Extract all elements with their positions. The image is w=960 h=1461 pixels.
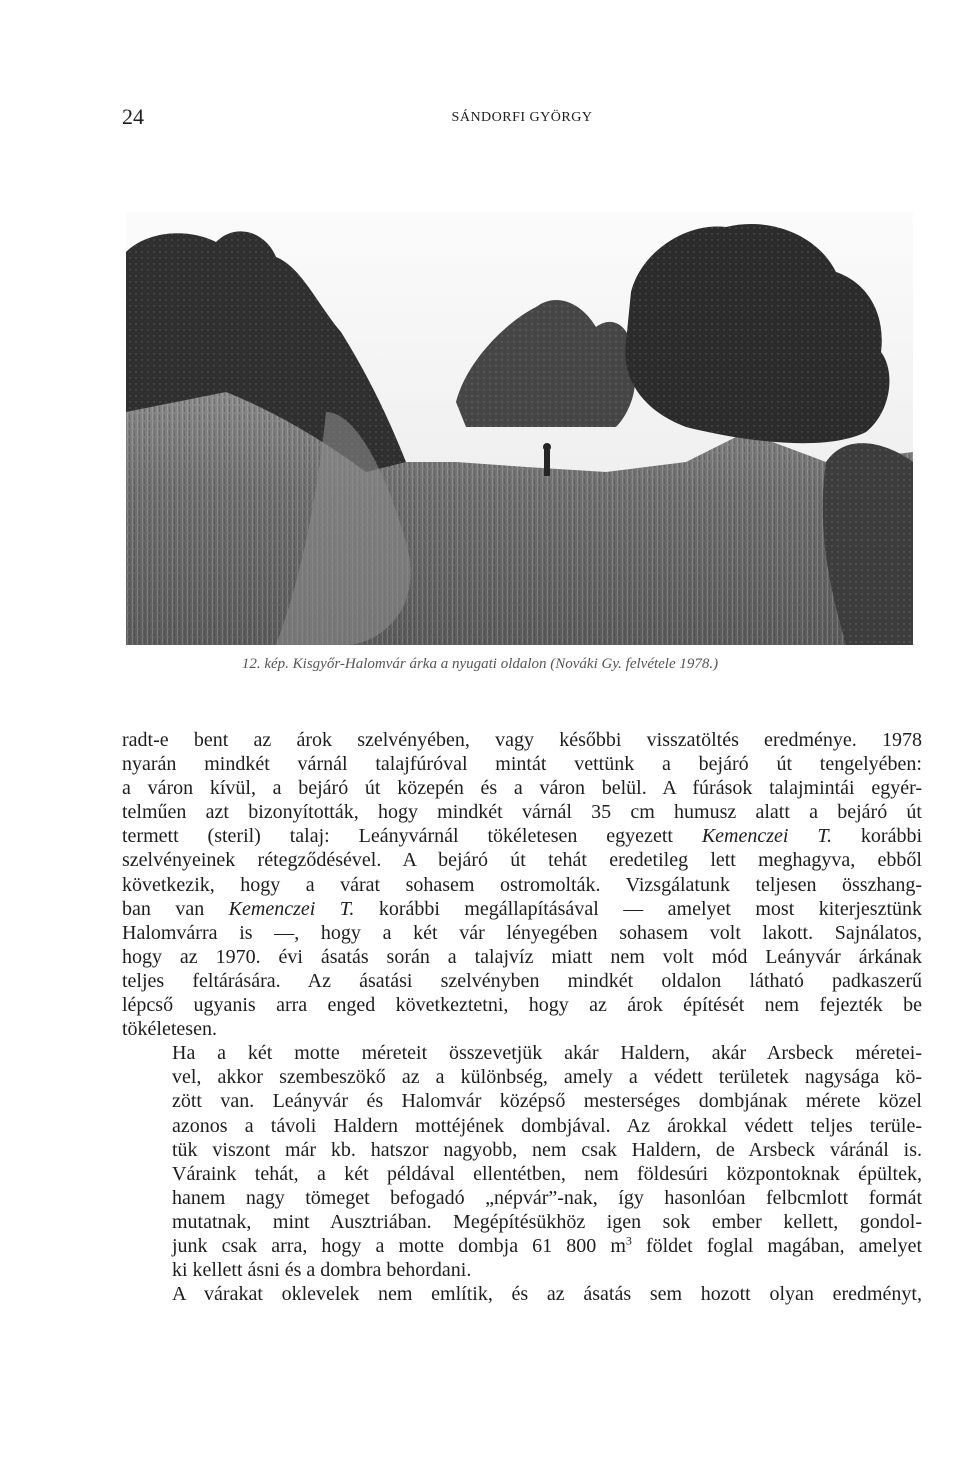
- body-text: [122, 728, 922, 1306]
- paragraph-1: radt-e bent az árok szelvényében, vagy későbbi visszatöltés eredménye. 1978 nyarán mindkét várnál talajfúróval mintát vettünk a bejáró út tengelyében: a váron kívül, a bejáró út közepén és a váron belül. A fúrások talajmintái egyér- telműen azt bizonyították, hogy mindkét várnál 35 cm humusz alatt a bejáró út termett (steril) talaj: Leányvárnál tökéletesen egyezett Kemenczei T. korábbi szelvényeinek rétegződésével. A bejáró út tehát eredetileg lett meghagyva, ebből következik, hogy a várat sohasem ostromolták. Vizsgálatunk teljesen összhang- ban van Kemenczei T. korábbi megállapításával — amelyet most kiterjesztünk Halomvárra is —, hogy a két vár lényegében sohasem volt lakott. Sajnálatos, hogy az 1970. évi ásatás során a talajvíz miatt nem volt mód Leányvár árkának teljes feltárására. Az ásatási szelvényben mindkét oldalon látható padkaszerű lépcső ugyanis arra enged következtetni, hogy az árok építését nem fejezték be tökéletesen.: [122, 729, 923, 1041]
- paragraph-3: A várakat oklevelek nem említik, és az ásatás sem hozott olyan eredményt,: [172, 1283, 922, 1306]
- landscape-photo: [126, 212, 913, 645]
- page-number: 24: [122, 104, 144, 129]
- superscript: 3: [625, 1233, 632, 1248]
- author-name: Kemenczei T.: [701, 825, 833, 848]
- page-header: [122, 104, 922, 138]
- author-name: Kemenczei T.: [228, 897, 355, 920]
- running-head: SÁNDORFI GYÖRGY: [451, 110, 593, 125]
- figure-caption: 12. kép. Kisgyőr-Halomvár árka a nyugati oldalon (Nováki Gy. felvétele 1978.): [241, 656, 719, 672]
- paragraph-2: Ha a két motte méreteit összevetjük akár Haldern, akár Arsbeck méretei- vel, akkor szembeszökő az a különbség, amely a védett területek nagysága kö- zött van. Leányvár és Halomvár középső mesterséges dombjának mérete közel azonos a távoli Haldern mottéjének dombjával. Az árokkal védett teljes terüle- tük viszont már kb. hatszor nagyobb, nem csak Haldern, de Arsbeck váránál is. Váraink tehát, a két példával ellentétben, nem földesúri központoknak épültek, hanem nagy tömeget befogadó „népvár”-nak, így hasonlóan felbcmlott formát mutatnak, mint Ausztriában. Megépítésükhöz igen sok ember kellett, gondol- junk csak arra, hogy a motte dombja 61 800 $m^3$ földet foglal magában, amelyet ki kellett ásni és a dombra behordani.: [172, 1042, 923, 1282]
